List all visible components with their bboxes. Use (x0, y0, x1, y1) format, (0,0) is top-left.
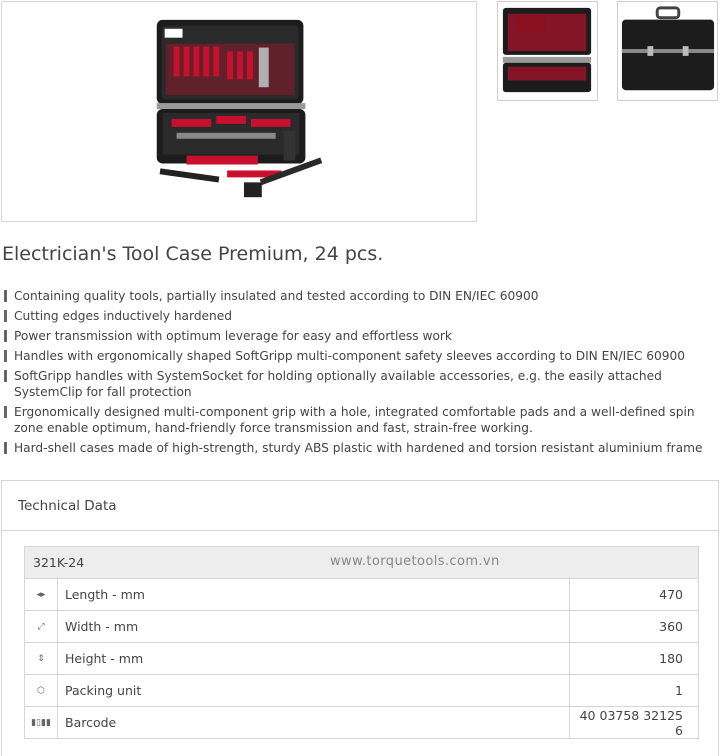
feature-list (4, 288, 716, 460)
thumbnail-open-case[interactable] (497, 1, 598, 101)
tool-case-illustration (2, 2, 476, 221)
packing-unit-icon: ⬡ (25, 675, 58, 707)
table-row (25, 643, 699, 675)
height-icon: ⇕ (25, 643, 58, 675)
article-number: 321K-24 (33, 555, 85, 570)
spec-value: 180 (570, 643, 699, 675)
technical-data-table (24, 546, 699, 739)
spec-label: Packing unit (58, 675, 570, 707)
technical-data-heading: Technical Data (2, 481, 718, 531)
thumbnail-closed-case[interactable] (617, 1, 718, 101)
watermark-text: www.torquetools.com.vn (330, 554, 500, 569)
width-icon: ⤢ (25, 611, 58, 643)
article-number-cell (25, 547, 699, 579)
feature-item: Power transmission with optimum leverage for easy and effortless work (4, 328, 716, 344)
closed-case-thumbnail-image (618, 2, 717, 100)
feature-item: Cutting edges inductively hardened (4, 308, 716, 324)
table-row (25, 611, 699, 643)
spec-label: Height - mm (58, 643, 570, 675)
product-title: Electrician's Tool Case Premium, 24 pcs. (2, 243, 384, 265)
barcode-icon: ▮▯▮▮ (25, 707, 58, 739)
spec-label: Barcode (58, 707, 570, 739)
spec-label: Width - mm (58, 611, 570, 643)
spec-value: 1 (570, 675, 699, 707)
spec-label: Length - mm (58, 579, 570, 611)
length-icon: ◂▸ (25, 579, 58, 611)
open-case-thumbnail-image (498, 2, 597, 100)
spec-value: 360 (570, 611, 699, 643)
spec-value: 40 03758 32125 6 (570, 707, 699, 739)
article-number-row (25, 547, 699, 579)
table-row (25, 579, 699, 611)
feature-item: Handles with ergonomically shaped SoftGripp multi-component safety sleeves according to DIN EN/IEC 60900 (4, 348, 716, 364)
table-row (25, 675, 699, 707)
technical-data-panel (1, 480, 719, 756)
feature-item: Containing quality tools, partially insulated and tested according to DIN EN/IEC 60900 (4, 288, 716, 304)
main-product-image[interactable] (1, 1, 477, 222)
feature-item: Ergonomically designed multi-component grip with a hole, integrated comfortable pads and a well-defined spin zone enable optimum, hand-friendly force transmission and fast, strain-free working. (4, 404, 716, 436)
feature-item: SoftGripp handles with SystemSocket for holding optionally available accessories, e.g. the easily attached SystemClip for fall protection (4, 368, 716, 400)
table-row (25, 707, 699, 739)
spec-value: 470 (570, 579, 699, 611)
feature-item: Hard-shell cases made of high-strength, sturdy ABS plastic with hardened and torsion resistant aluminium frame (4, 440, 716, 456)
